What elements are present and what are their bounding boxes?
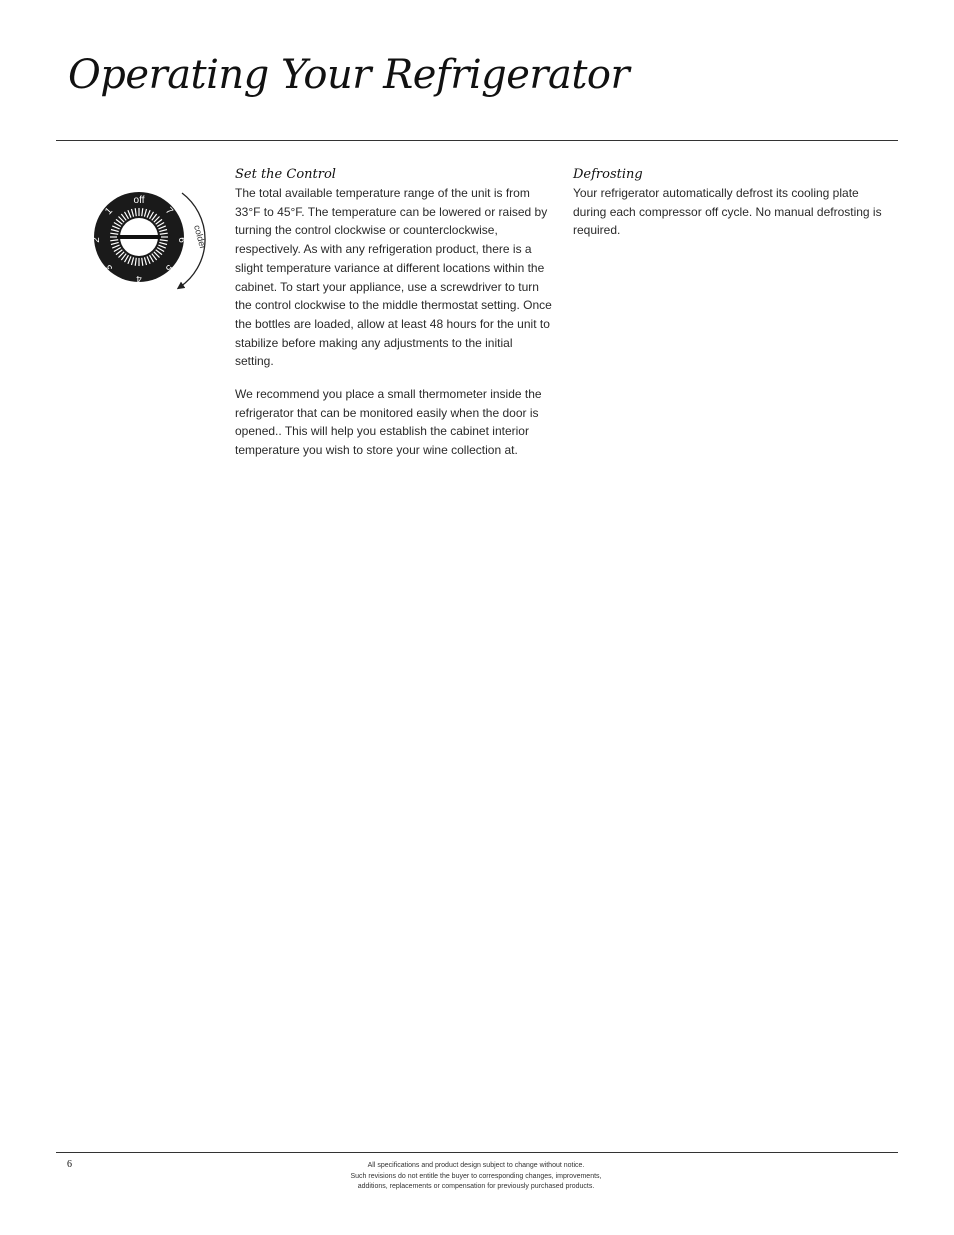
thermostat-dial-icon [86,186,216,296]
set-control-paragraph: We recommend you place a small thermometer inside the refrigerator that can be monitored easily when the door is opened.. This will help you establish the cabinet interior temperature you wish to store your wine collection at. [235,387,542,458]
page-title: Operating Your Refrigerator [68,52,630,98]
dial-label-3: 3 [103,261,116,274]
defrosting-section [573,166,885,254]
dial-label-2: 2 [91,237,102,243]
footer-line: Such revisions do not entitle the buyer to corresponding changes, improvements, [350,1172,602,1180]
dial-label-5: 5 [162,261,175,274]
dial-label-off: off [133,195,145,206]
colder-label: colder [192,223,209,251]
set-control-paragraph: The total available temperature range of the unit is from 33°F to 45°F. The temperature can be lowered or raised by turning the control clockwise or counterclockwise, respectively. As with any refrigeration product, there is a slight temperature variance at different locations within the cabinet. To start your appliance, use a screwdriver to turn the control clockwise to the middle thermostat setting. Once the bottles are loaded, allow at least 48 hours for the unit to stabilize before making any adjustments to the initial setting. [235,186,552,369]
footer-line: additions, replacements or compensation for previously purchased products. [357,1183,595,1190]
dial-label-4: 4 [136,273,142,284]
defrosting-heading: Defrosting [573,167,643,182]
footer-divider [56,1152,898,1153]
dial-label-6: 6 [176,237,187,243]
footer-line: All specifications and product design subject to change without notice. [367,1162,585,1169]
dial-label-1: 1 [103,205,116,218]
header-divider [56,140,898,141]
footer-disclaimer [296,1161,656,1193]
dial-pointer [117,235,161,239]
defrosting-paragraph: Your refrigerator automatically defrost its cooling plate during each compressor off cycle. No manual defrosting is required. [573,186,882,238]
dial-label-7: 7 [162,205,175,218]
page-number: 6 [67,1159,72,1170]
set-control-section [235,166,553,474]
set-control-heading: Set the Control [235,167,336,182]
